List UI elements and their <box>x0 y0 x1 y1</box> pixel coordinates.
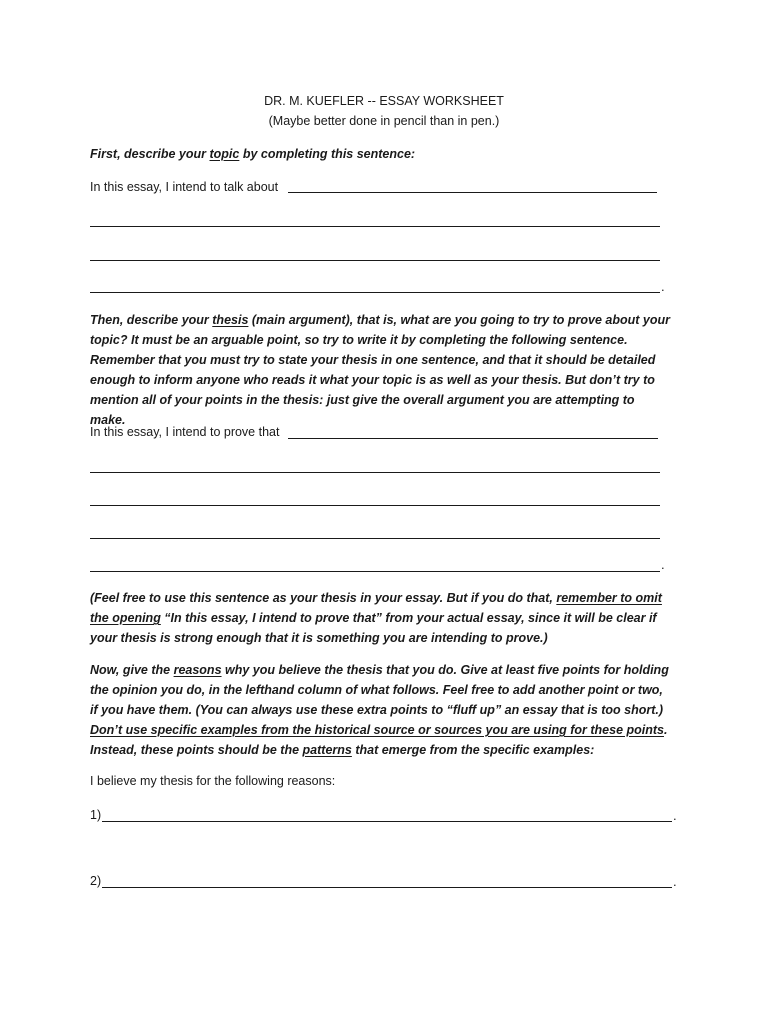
topic-prompt: In this essay, I intend to talk about <box>90 180 279 194</box>
topic-instruction-text-end: by completing this sentence: <box>239 147 416 161</box>
topic-instruction-text: First, describe your <box>90 147 210 161</box>
topic-blank-line[interactable] <box>288 192 657 193</box>
thesis-blank-line[interactable] <box>90 472 660 473</box>
note-keyword: remember to omit the opening <box>90 591 662 625</box>
reason-number: 2) <box>90 874 102 888</box>
reason-end-mark: . <box>673 874 677 889</box>
reasons-keyword: reasons <box>173 663 222 677</box>
thesis-keyword: thesis <box>212 313 249 327</box>
thesis-blank-line[interactable] <box>90 505 660 506</box>
reasons-text-mid2: . Instead, these points should be the <box>90 723 668 757</box>
reasons-text-mid: why you believe the thesis that you do. Give at least five points for holding the opinion you do, in the lefthand column of what follows. Feel free to add another point or two, if you have them. (You can always use these extra points to “fluff up” an essay that is too short.) <box>90 663 669 717</box>
thesis-instruction-text: Then, describe your <box>90 313 213 327</box>
topic-end-mark: . <box>661 279 665 294</box>
topic-blank-line[interactable] <box>90 260 660 261</box>
thesis-blank-line[interactable] <box>90 538 660 539</box>
reason-blank-line[interactable] <box>102 821 672 822</box>
note-text-end: “In this essay, I intend to prove that” from your actual essay, since it will be clear if your thesis is strong enough that it is something you are intending to prove.) <box>90 611 657 645</box>
reasons-instruction <box>90 660 672 760</box>
topic-keyword: topic <box>209 147 240 161</box>
thesis-blank-line[interactable] <box>288 438 658 439</box>
topic-blank-line[interactable] <box>90 292 660 293</box>
thesis-prompt: In this essay, I intend to prove that <box>90 425 280 439</box>
note-text: (Feel free to use this sentence as your thesis in your essay. But if you do that, <box>90 591 557 605</box>
thesis-blank-line[interactable] <box>90 571 660 572</box>
reason-number: 1) <box>90 808 102 822</box>
patterns-keyword: patterns <box>302 743 352 757</box>
reasons-warning: Don’t use specific examples from the historical source or sources you are using for these points <box>90 723 664 737</box>
thesis-instruction <box>90 310 672 430</box>
reasons-prompt: I believe my thesis for the following reasons: <box>90 774 336 788</box>
reasons-text-end: that emerge from the specific examples: <box>351 743 595 757</box>
worksheet-title: DR. M. KUEFLER -- ESSAY WORKSHEET <box>264 94 504 108</box>
thesis-end-mark: . <box>661 557 665 572</box>
thesis-note <box>90 588 672 648</box>
reason-blank-line[interactable] <box>102 887 672 888</box>
reasons-text: Now, give the <box>90 663 174 677</box>
worksheet-subtitle: (Maybe better done in pencil than in pen.) <box>268 114 500 128</box>
thesis-instruction-text-end: (main argument), that is, what are you going to try to prove about your topic? It must be an arguable point, so try to write it by completing the following sentence. Remember that you must try to state your thesis in one sentence, and that it should be detailed enough to inform anyone who reads it what your topic is as well as your thesis. But don’t try to mention all of your points in the thesis: just give the overall argument you are attempting to make. <box>90 313 670 427</box>
topic-blank-line[interactable] <box>90 226 660 227</box>
topic-instruction <box>90 147 415 161</box>
reason-end-mark: . <box>673 808 677 823</box>
